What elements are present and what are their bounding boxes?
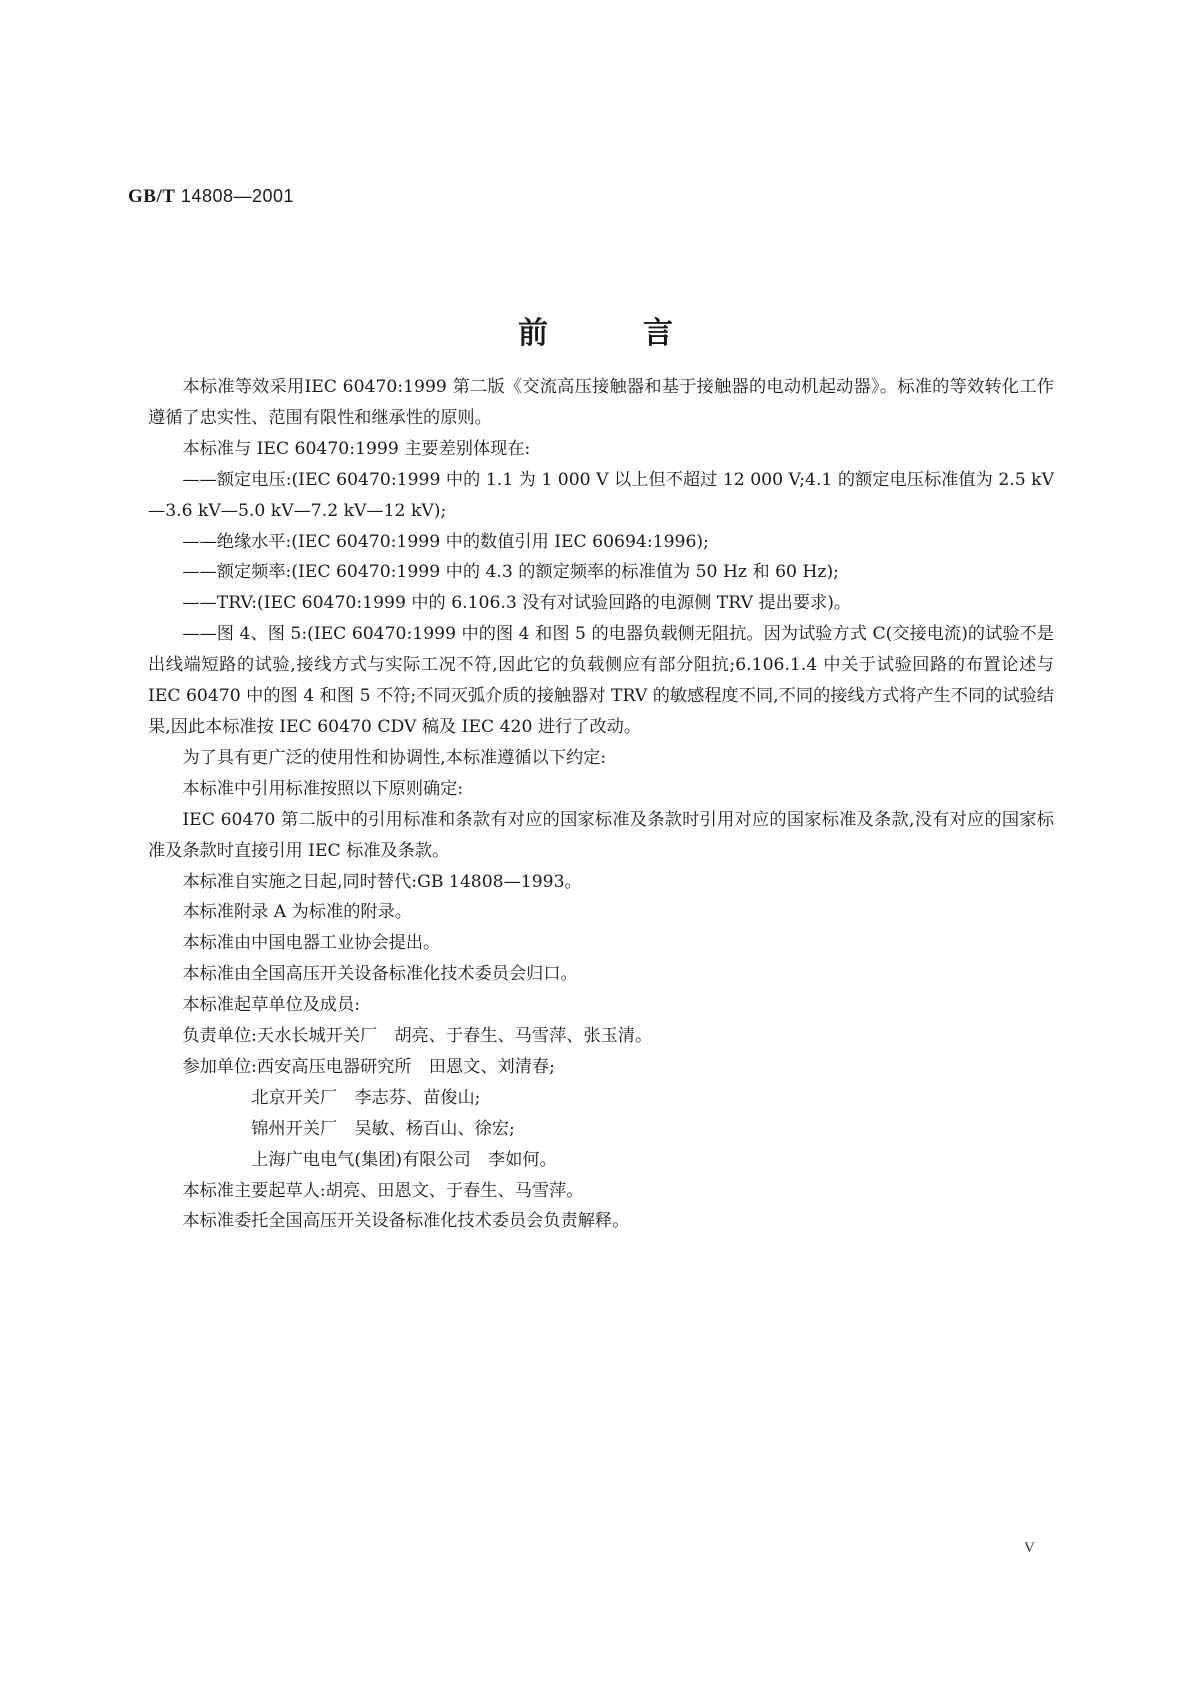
paragraph-reference-principle: 本标准中引用标准按照以下原则确定:	[182, 778, 464, 799]
participating-unit-1: 参加单位:西安高压电器研究所 田恩文、刘清春;	[182, 1056, 555, 1077]
paragraph-convention: 为了具有更广泛的使用性和协调性,本标准遵循以下约定:	[182, 747, 607, 768]
paragraph-intro: 本标准等效采用IEC 60470:1999 第二版《交流高压接触器和基于接触器的电动机起动器》。标准的等效转化工作遵循了忠实性、范围有限性和继承性的原则。	[148, 377, 1054, 428]
paragraph-proposer: 本标准由中国电器工业协会提出。	[182, 933, 441, 954]
paragraph-reference-rule: IEC 60470 第二版中的引用标准和条款有对应的国家标准及条款时引用对应的国家标准及条款,没有对应的国家标准及条款时直接引用 IEC 标准及条款。	[148, 809, 1054, 861]
paragraph-drafters: 本标准主要起草人:胡亮、田恩文、于春生、马雪萍。	[182, 1180, 584, 1201]
page-number: V	[1024, 1540, 1035, 1556]
foreword-body	[148, 372, 1054, 1237]
participating-unit-4: 上海广电电气(集团)有限公司 李如何。	[251, 1149, 557, 1170]
paragraph-centralizer: 本标准由全国高压开关设备标准化技术委员会归口。	[182, 964, 578, 985]
paragraph-replacement: 本标准自实施之日起,同时替代:GB 14808—1993。	[182, 871, 582, 892]
document-code	[128, 186, 294, 208]
paragraph-figures: ——图 4、图 5:(IEC 60470:1999 中的图 4 和图 5 的电器负载侧无阻抗。因为试验方式 C(交接电流)的试验不是出线端短路的试验,接线方式与实际工况不符,因此它的负载侧应有部分阻抗;6.106.1.4 中关于试验回路的布置论述与 IEC 60470 中的图 4 和图 5 不符;不同灭弧介质的接触器对 TRV 的敏感程度不同,不同的接线方式将产生不同的试验结果,因此本标准按 IEC 60470 CDV 稿及 IEC 420 进行了改动。	[148, 624, 1054, 737]
paragraph-insulation-level: ——绝缘水平:(IEC 60470:1999 中的数值引用 IEC 60694:1996);	[182, 531, 709, 552]
paragraph-rated-frequency: ——额定频率:(IEC 60470:1999 中的 4.3 的额定频率的标准值为 50 Hz 和 60 Hz);	[182, 562, 839, 583]
participating-unit-3: 锦州开关厂 吴敏、杨百山、徐宏;	[251, 1118, 515, 1139]
paragraph-annex: 本标准附录 A 为标准的附录。	[182, 902, 412, 923]
paragraph-rated-voltage: ——额定电压:(IEC 60470:1999 中的 1.1 为 1 000 V 以上但不超过 12 000 V;4.1 的额定电压标准值为 2.5 kV—3.6 kV—5.0 kV—7.2 kV—12 kV);	[148, 469, 1054, 521]
standard-prefix: GB/T	[128, 186, 176, 207]
page-title: 前言	[518, 316, 768, 351]
paragraph-differences: 本标准与 IEC 60470:1999 主要差别体现在:	[182, 438, 531, 459]
paragraph-trv: ——TRV:(IEC 60470:1999 中的 6.106.3 没有对试验回路的电源侧 TRV 提出要求)。	[182, 593, 852, 614]
standard-number: 14808—2001	[180, 186, 295, 206]
paragraph-drafting-units: 本标准起草单位及成员:	[182, 995, 361, 1016]
paragraph-interpretation: 本标准委托全国高压开关设备标准化技术委员会负责解释。	[182, 1211, 630, 1232]
participating-unit-2: 北京开关厂 李志芬、苗俊山;	[251, 1087, 481, 1108]
responsible-unit: 负责单位:天水长城开关厂 胡亮、于春生、马雪萍、张玉清。	[182, 1026, 653, 1047]
